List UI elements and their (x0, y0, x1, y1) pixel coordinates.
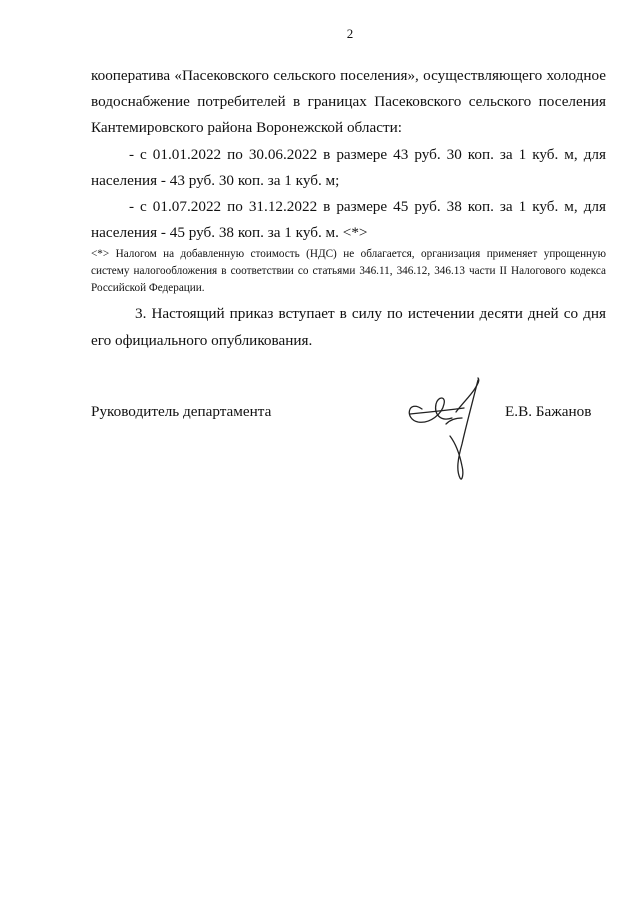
paragraph-cooperative: кооператива «Пасековского сельского поселения», осуществляющего холодное водоснабжение потребителей в границах Пасековского сельского поселения Кантемировского района Воронежской области: (91, 67, 606, 136)
paragraph-tariff-first-half: - с 01.01.2022 по 30.06.2022 в размере 43 руб. 30 коп. за 1 куб. м, для населения - 43 руб. 30 коп. за 1 куб. м; (91, 146, 606, 189)
paragraph-effective-date: 3. Настоящий приказ вступает в силу по истечении десяти дней со дня его официального опубликования. (91, 305, 606, 349)
page-number: 2 (346, 26, 354, 41)
signer-position: Руководитель департамента (91, 403, 272, 420)
footnote-vat: <*> Налогом на добавленную стоимость (НДС) не облагается, организация применяет упрощенную систему налогообложения в соответствии со статьями 346.11, 346.12, 346.13 части II Налогового кодекса Российской Федерации. (91, 248, 606, 294)
handwritten-signature (400, 374, 500, 484)
paragraph-tariff-second-half: - с 01.07.2022 по 31.12.2022 в размере 45 руб. 38 коп. за 1 куб. м, для населения - 45 руб. 38 коп. за 1 куб. м. <*> (91, 198, 606, 241)
signer-name: Е.В. Бажанов (505, 403, 592, 420)
